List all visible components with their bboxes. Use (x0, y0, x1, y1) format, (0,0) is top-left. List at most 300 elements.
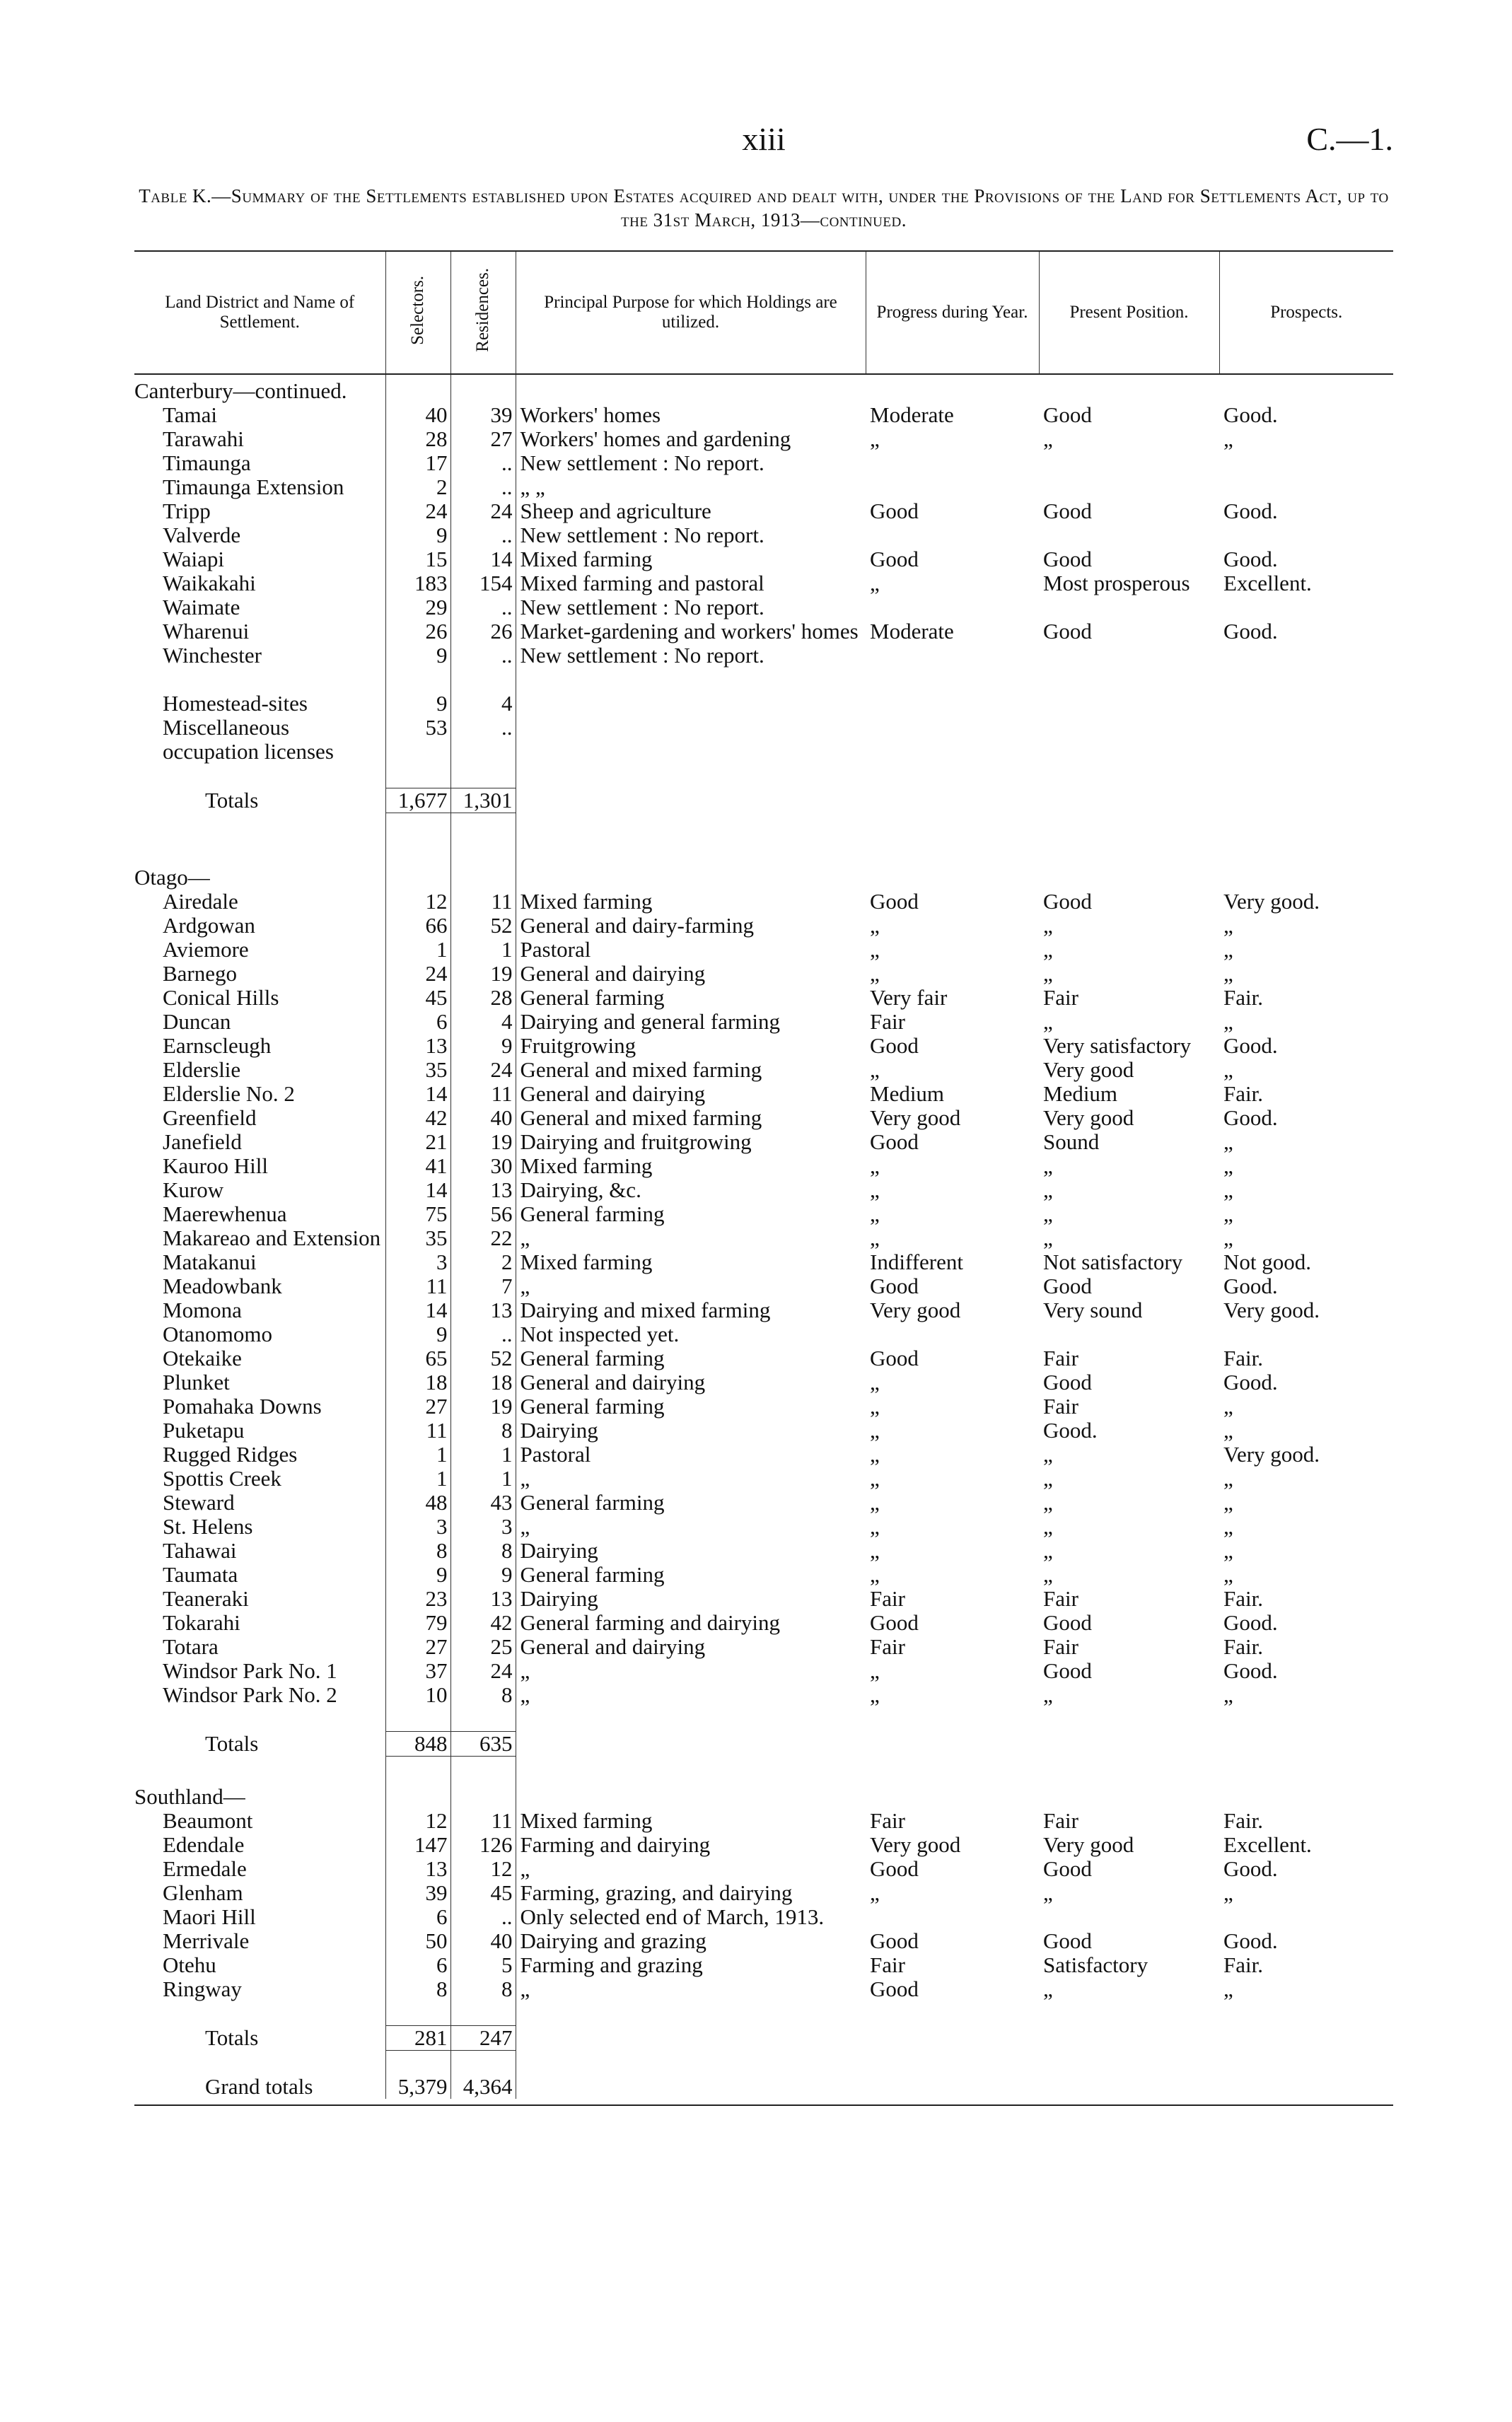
cell-residences: 635 (450, 1732, 516, 1757)
cell-prospects (1219, 595, 1393, 619)
cell-progress (866, 2075, 1039, 2099)
cell-prospects: „ (1223, 1515, 1233, 1539)
cell-progress: „ (870, 1443, 880, 1467)
table-row (134, 962, 1393, 986)
cell-progress: „ (870, 1563, 880, 1587)
cell-progress: Fair (870, 1953, 905, 1977)
cell-position: Very satisfactory (1043, 1034, 1192, 1058)
cell-selectors (385, 1781, 450, 1809)
cell-prospects (1219, 716, 1393, 764)
cell-selectors: 13 (385, 1034, 450, 1058)
cell-purpose: Farming and dairying (520, 1833, 711, 1857)
table-row (134, 1154, 1393, 1178)
table-row (134, 547, 1393, 571)
cell-position: Very good (1043, 1058, 1134, 1082)
table-row (134, 1106, 1393, 1130)
cell-prospects (1219, 1781, 1393, 1809)
cell-progress (866, 2026, 1039, 2051)
table-row (134, 619, 1393, 644)
cell-prospects: „ (1223, 1683, 1233, 1707)
col-header-prospects: Prospects. (1219, 251, 1393, 374)
cell-purpose: New settlement : No report. (520, 451, 764, 475)
cell-settlement: Otanomomo (163, 1322, 272, 1346)
table-row (134, 1659, 1393, 1683)
cell-residences: .. (450, 1322, 516, 1346)
cell-position: „ (1043, 1683, 1053, 1707)
cell-settlement: Timaunga (163, 451, 251, 475)
page (134, 120, 1393, 2106)
cell-settlement: Tripp (163, 499, 211, 523)
cell-progress (866, 1781, 1039, 1809)
table-row (134, 1130, 1393, 1154)
cell-position: Fair (1043, 1346, 1078, 1370)
cell-purpose: Dairying and grazing (520, 1929, 706, 1953)
cell-residences: 19 (450, 962, 516, 986)
cell-progress: „ (870, 1370, 880, 1395)
cell-selectors: 12 (385, 890, 450, 914)
cell-prospects: Good. (1223, 1034, 1278, 1058)
cell-purpose: Pastoral (520, 1443, 591, 1467)
cell-position: „ (1043, 1467, 1053, 1491)
cell-position: Very good (1043, 1833, 1134, 1857)
cell-residences: .. (450, 716, 516, 764)
header-row (134, 251, 1393, 374)
cell-prospects: „ (1223, 1467, 1233, 1491)
cell-prospects (1219, 788, 1393, 813)
cell-prospects: Very good. (1223, 1298, 1320, 1322)
spacer-row (134, 1707, 1393, 1732)
cell-position: „ (1043, 962, 1053, 986)
cell-position (1039, 716, 1219, 764)
cell-selectors: 24 (385, 962, 450, 986)
cell-progress (866, 451, 1039, 475)
table-row (134, 1563, 1393, 1587)
cell-prospects: „ (1223, 1419, 1233, 1443)
cell-purpose: „ (520, 1977, 530, 2001)
cell-progress: „ (870, 1395, 880, 1419)
cell-residences: 52 (450, 1346, 516, 1370)
cell-position: Good (1043, 1611, 1092, 1635)
cell-residences: .. (450, 644, 516, 668)
cell-position (1039, 861, 1219, 890)
cell-residences: 2 (450, 1250, 516, 1274)
cell-position: Fair (1043, 1395, 1078, 1419)
table-row (134, 1370, 1393, 1395)
cell-settlement: Waiapi (163, 547, 225, 571)
cell-selectors: 5,379 (385, 2075, 450, 2099)
cell-prospects (1219, 692, 1393, 716)
cell-residences: 11 (450, 890, 516, 914)
cell-progress: „ (870, 1539, 880, 1563)
cell-residences: 1 (450, 1467, 516, 1491)
cell-purpose: General farming and dairying (520, 1611, 781, 1635)
cell-purpose: New settlement : No report. (520, 523, 764, 547)
cell-selectors: 48 (385, 1491, 450, 1515)
cell-position: Not satisfactory (1043, 1250, 1183, 1274)
table-row (134, 1881, 1393, 1905)
cell-settlement: Tarawahi (163, 427, 244, 451)
cell-position: Satisfactory (1043, 1953, 1148, 1977)
table-row (134, 1395, 1393, 1419)
cell-prospects: Fair. (1223, 1635, 1263, 1659)
cell-residences: 13 (450, 1178, 516, 1202)
cell-progress (866, 1322, 1039, 1346)
cell-settlement: Beaumont (163, 1809, 253, 1833)
table-row (134, 938, 1393, 962)
col-header-selectors: Selectors. (385, 251, 450, 374)
table-row (134, 1611, 1393, 1635)
cell-selectors: 14 (385, 1082, 450, 1106)
cell-progress (866, 644, 1039, 668)
cell-residences: 8 (450, 1419, 516, 1443)
cell-progress (866, 523, 1039, 547)
cell-prospects: Good. (1223, 1611, 1278, 1635)
cell-residences: 39 (450, 403, 516, 427)
cell-settlement: Steward (163, 1491, 235, 1515)
cell-position: Good (1043, 1370, 1092, 1395)
cell-settlement: Windsor Park No. 1 (163, 1659, 337, 1683)
cell-selectors: 9 (385, 1563, 450, 1587)
cell-prospects: Good. (1223, 1929, 1278, 1953)
cell-progress: Very fair (870, 986, 948, 1010)
cell-selectors (385, 861, 450, 890)
cell-position: Good. (1043, 1419, 1098, 1443)
cell-prospects: „ (1223, 1010, 1233, 1034)
cell-position: „ (1043, 1491, 1053, 1515)
cell-selectors: 37 (385, 1659, 450, 1683)
cell-position: „ (1043, 427, 1053, 451)
cell-residences: 13 (450, 1587, 516, 1611)
cell-progress: „ (870, 1419, 880, 1443)
cell-selectors: 42 (385, 1106, 450, 1130)
cell-prospects (1219, 451, 1393, 475)
cell-selectors: 848 (385, 1732, 450, 1757)
cell-residences: 8 (450, 1977, 516, 2001)
cell-purpose: Workers' homes and gardening (520, 427, 791, 451)
cell-settlement: Kauroo Hill (163, 1154, 268, 1178)
cell-progress: „ (870, 571, 880, 595)
cell-purpose: „ (520, 1274, 530, 1298)
cell-settlement: Ermedale (163, 1857, 247, 1881)
cell-progress: „ (870, 1659, 880, 1683)
cell-settlement: Ringway (163, 1977, 242, 2001)
cell-selectors: 17 (385, 451, 450, 475)
cell-position (1039, 2075, 1219, 2099)
cell-prospects: „ (1223, 914, 1233, 938)
cell-selectors: 2 (385, 475, 450, 499)
totals-row (134, 788, 1393, 813)
cell-prospects: „ (1223, 1881, 1233, 1905)
cell-prospects (1219, 2075, 1393, 2099)
cell-selectors: 11 (385, 1419, 450, 1443)
cell-settlement: Edendale (163, 1833, 245, 1857)
table-row (134, 1809, 1393, 1833)
cell-purpose: New settlement : No report. (520, 644, 764, 668)
cell-selectors: 6 (385, 1953, 450, 1977)
table-row (134, 986, 1393, 1010)
cell-position: „ (1043, 1443, 1053, 1467)
cell-residences: 11 (450, 1809, 516, 1833)
cell-settlement: Duncan (163, 1010, 231, 1034)
cell-prospects: „ (1223, 1178, 1233, 1202)
table-row (134, 499, 1393, 523)
cell-selectors: 40 (385, 403, 450, 427)
cell-purpose: Dairying (520, 1419, 598, 1443)
cell-selectors: 14 (385, 1178, 450, 1202)
col-header-residences: Residences. (450, 251, 516, 374)
cell-settlement: Grand totals (205, 2075, 313, 2099)
cell-progress: „ (870, 962, 880, 986)
cell-prospects (1219, 523, 1393, 547)
cell-selectors: 21 (385, 1130, 450, 1154)
cell-purpose (516, 861, 866, 890)
table-row (134, 1635, 1393, 1659)
spacer-row (134, 1757, 1393, 1781)
cell-purpose (516, 716, 866, 764)
cell-residences: .. (450, 451, 516, 475)
cell-progress (866, 861, 1039, 890)
cell-progress (866, 595, 1039, 619)
cell-position: Fair (1043, 986, 1078, 1010)
table-row (134, 1202, 1393, 1226)
cell-purpose: Dairying (520, 1539, 598, 1563)
spacer-row (134, 668, 1393, 692)
cell-settlement: Janefield (163, 1130, 242, 1154)
cell-purpose (516, 1781, 866, 1809)
cell-residences: 27 (450, 427, 516, 451)
cell-residences: 22 (450, 1226, 516, 1250)
cell-selectors: 66 (385, 914, 450, 938)
table-row (134, 1178, 1393, 1202)
cell-settlement: Timaunga Extension (163, 475, 344, 499)
cell-prospects: „ (1223, 1539, 1233, 1563)
cell-position: Good (1043, 1929, 1092, 1953)
cell-prospects: „ (1223, 1563, 1233, 1587)
cell-residences: 5 (450, 1953, 516, 1977)
cell-settlement: Pomahaka Downs (163, 1395, 322, 1419)
cell-prospects: Fair. (1223, 1082, 1263, 1106)
table-row (134, 1322, 1393, 1346)
cell-progress: „ (870, 1515, 880, 1539)
cell-selectors: 10 (385, 1683, 450, 1707)
cell-position: Good (1043, 547, 1092, 571)
cell-purpose: General farming (520, 1346, 665, 1370)
cell-settlement: Miscellaneous occupation licenses (163, 716, 334, 764)
cell-purpose: Only selected end of March, 1913. (520, 1905, 825, 1929)
cell-selectors: 35 (385, 1226, 450, 1250)
cell-position: „ (1043, 1178, 1053, 1202)
cell-settlement: Merrivale (163, 1929, 250, 1953)
cell-progress: Very good (870, 1106, 961, 1130)
cell-position: „ (1043, 1515, 1053, 1539)
cell-settlement: Totals (205, 2025, 259, 2050)
cell-purpose (516, 2026, 866, 2051)
table-body (134, 374, 1393, 2099)
cell-settlement: Aviemore (163, 938, 249, 962)
cell-settlement: Otehu (163, 1953, 216, 1977)
cell-prospects: „ (1223, 1202, 1233, 1226)
cell-prospects (1219, 2026, 1393, 2051)
group-header-row (134, 1781, 1393, 1809)
cell-progress: „ (870, 1154, 880, 1178)
cell-residences: .. (450, 595, 516, 619)
cell-position (1039, 788, 1219, 813)
cell-selectors: 3 (385, 1515, 450, 1539)
cell-progress: „ (870, 1491, 880, 1515)
cell-position: Medium (1043, 1082, 1118, 1106)
cell-progress: Moderate (870, 403, 954, 427)
cell-prospects: Good. (1223, 1857, 1278, 1881)
cell-selectors: 6 (385, 1010, 450, 1034)
cell-settlement: Ardgowan (163, 914, 255, 938)
cell-settlement: Elderslie (163, 1058, 241, 1082)
cell-progress: „ (870, 1683, 880, 1707)
table-row (134, 1929, 1393, 1953)
cell-residences: 25 (450, 1635, 516, 1659)
table-row (134, 716, 1393, 764)
table-row (134, 1250, 1393, 1274)
cell-selectors: 39 (385, 1881, 450, 1905)
cell-residences: 9 (450, 1563, 516, 1587)
totals-row (134, 2026, 1393, 2051)
cell-settlement: Teaneraki (163, 1587, 249, 1611)
cell-purpose: Mixed farming (520, 1809, 653, 1833)
cell-purpose: Mixed farming (520, 890, 653, 914)
cell-residences: 154 (450, 571, 516, 595)
cell-position: „ (1043, 1563, 1053, 1587)
cell-purpose: „ (520, 1467, 530, 1491)
cell-progress: Good (870, 1274, 919, 1298)
cell-progress: Very good (870, 1833, 961, 1857)
cell-prospects: „ (1223, 1977, 1233, 2001)
table-row (134, 1683, 1393, 1707)
cell-position: Good (1043, 499, 1092, 523)
cell-selectors: 9 (385, 644, 450, 668)
cell-settlement: Taumata (163, 1563, 238, 1587)
page-number: xiii (742, 121, 786, 157)
cell-prospects: „ (1223, 938, 1233, 962)
cell-selectors: 1 (385, 1443, 450, 1467)
cell-residences: 4 (450, 692, 516, 716)
cell-prospects: „ (1223, 1058, 1233, 1082)
cell-position: „ (1043, 1539, 1053, 1563)
cell-purpose: General farming (520, 1395, 665, 1419)
cell-progress: „ (870, 1226, 880, 1250)
cell-settlement: Meadowbank (163, 1274, 282, 1298)
cell-residences: 126 (450, 1833, 516, 1857)
cell-residences: 1,301 (450, 788, 516, 813)
cell-settlement: Southland— (134, 1784, 245, 1809)
table-row (134, 403, 1393, 427)
cell-purpose: „ (520, 1683, 530, 1707)
cell-prospects: „ (1223, 962, 1233, 986)
cell-settlement: Matakanui (163, 1250, 257, 1274)
table-row (134, 1274, 1393, 1298)
cell-residences: 43 (450, 1491, 516, 1515)
settlements-table (134, 250, 1393, 2099)
col-header-settlement: Land District and Name of Settlement. (134, 251, 385, 374)
cell-prospects: „ (1223, 1395, 1233, 1419)
cell-progress: Fair (870, 1010, 905, 1034)
cell-prospects: „ (1223, 427, 1233, 451)
cell-purpose: General and dairying (520, 1370, 706, 1395)
cell-position (1039, 1322, 1219, 1346)
cell-residences: 1 (450, 938, 516, 962)
cell-selectors: 28 (385, 427, 450, 451)
cell-residences: 42 (450, 1611, 516, 1635)
cell-position: Most prosperous (1043, 571, 1190, 595)
cell-residences: 19 (450, 1395, 516, 1419)
cell-settlement: Canterbury—continued. (134, 378, 347, 403)
table-row (134, 692, 1393, 716)
cell-residences: 4 (450, 1010, 516, 1034)
cell-residences: 13 (450, 1298, 516, 1322)
cell-purpose: „ (520, 1226, 530, 1250)
table-row (134, 1515, 1393, 1539)
cell-selectors: 13 (385, 1857, 450, 1881)
table-row (134, 1010, 1393, 1034)
cell-progress: Indifferent (870, 1250, 963, 1274)
cell-purpose: General and dairying (520, 1635, 706, 1659)
cell-residences: 19 (450, 1130, 516, 1154)
cell-progress (866, 1732, 1039, 1757)
cell-residences: 24 (450, 1058, 516, 1082)
cell-purpose: „ (520, 1857, 530, 1881)
cell-residences: 56 (450, 1202, 516, 1226)
cell-progress (866, 475, 1039, 499)
cell-purpose: Fruitgrowing (520, 1034, 636, 1058)
cell-purpose: Mixed farming (520, 547, 653, 571)
cell-residences: 247 (450, 2026, 516, 2051)
cell-residences: 52 (450, 914, 516, 938)
cell-selectors: 9 (385, 1322, 450, 1346)
cell-purpose: Pastoral (520, 938, 591, 962)
cell-prospects: Good. (1223, 499, 1278, 523)
cell-progress: Good (870, 1977, 919, 2001)
cell-progress: Good (870, 1346, 919, 1370)
cell-position: Very good (1043, 1106, 1134, 1130)
cell-prospects: Excellent. (1223, 1833, 1312, 1857)
cell-residences: 24 (450, 1659, 516, 1683)
cell-position (1039, 1732, 1219, 1757)
table-row (134, 451, 1393, 475)
cell-progress: Good (870, 1611, 919, 1635)
cell-progress: Good (870, 1034, 919, 1058)
totals-row (134, 1732, 1393, 1757)
spacer-row (134, 764, 1393, 788)
cell-selectors: 27 (385, 1635, 450, 1659)
cell-residences: 18 (450, 1370, 516, 1395)
cell-settlement: Homestead-sites (163, 692, 308, 716)
table-row (134, 914, 1393, 938)
cell-prospects (1219, 1905, 1393, 1929)
cell-purpose: New settlement : No report. (520, 595, 764, 619)
table-row (134, 1443, 1393, 1467)
cell-selectors: 281 (385, 2026, 450, 2051)
cell-prospects (1219, 1322, 1393, 1346)
cell-position (1039, 374, 1219, 403)
table-row (134, 1977, 1393, 2001)
cell-prospects (1219, 644, 1393, 668)
cell-settlement: Winchester (163, 644, 262, 668)
cell-settlement: Makareao and Extension (163, 1226, 381, 1250)
cell-position: Good (1043, 1659, 1092, 1683)
cell-purpose: Dairying and fruitgrowing (520, 1130, 752, 1154)
cell-settlement: Tokarahi (163, 1611, 240, 1635)
cell-prospects: Excellent. (1223, 571, 1312, 595)
cell-purpose: Workers' homes (520, 403, 661, 427)
cell-purpose (516, 788, 866, 813)
